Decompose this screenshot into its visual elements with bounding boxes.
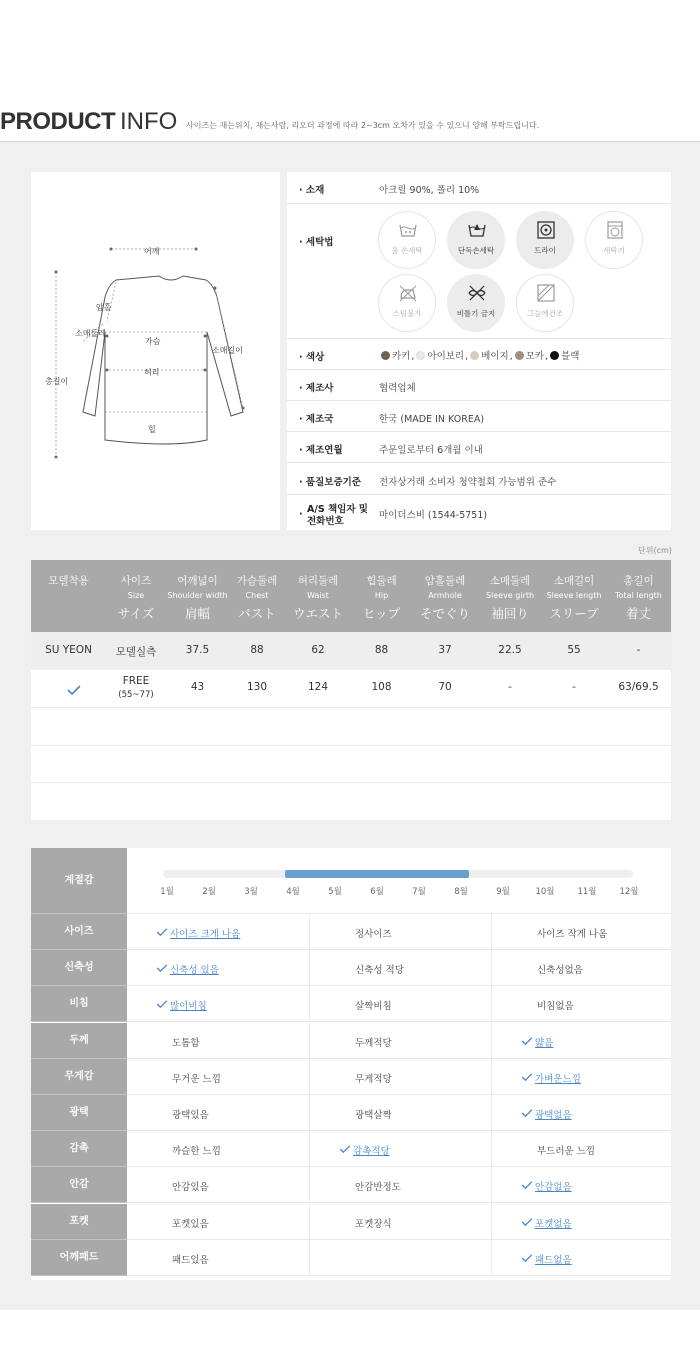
size-free-range: (55~77) bbox=[118, 690, 154, 700]
col-label-jp: ヒップ bbox=[362, 606, 401, 621]
no-steam-icon bbox=[398, 284, 418, 302]
month-label: 1월 bbox=[160, 887, 174, 897]
info-key: · 색상 bbox=[299, 352, 325, 363]
size-cell: - bbox=[636, 644, 641, 656]
column-divider bbox=[309, 986, 310, 1021]
size-cell: 63/69.5 bbox=[618, 681, 659, 693]
feel-option bbox=[521, 1071, 581, 1085]
feel-option-label: 광택없음 bbox=[535, 1110, 572, 1121]
feel-option bbox=[156, 998, 207, 1012]
info-row-quality bbox=[287, 463, 671, 495]
col-label-ko: 암홀둘레 bbox=[424, 575, 466, 587]
label-waist: 허리 bbox=[144, 368, 160, 377]
column-divider bbox=[491, 1167, 492, 1202]
size-col-header bbox=[166, 560, 229, 632]
feel-option-label: 광택있음 bbox=[172, 1110, 209, 1121]
size-row-empty bbox=[31, 746, 671, 783]
feel-option-label: 패드있음 bbox=[172, 1254, 209, 1266]
feel-option bbox=[156, 926, 240, 940]
size-col-header bbox=[542, 560, 606, 632]
month-label: 12월 bbox=[619, 887, 639, 897]
feel-label: 비침 bbox=[31, 986, 127, 1022]
feel-option-label: 신축성 있음 bbox=[170, 965, 219, 977]
info-key: · 품질보증기준 bbox=[299, 477, 361, 488]
check-icon bbox=[521, 1037, 533, 1045]
season-label: 계절감 bbox=[31, 848, 127, 914]
size-row-free bbox=[31, 670, 671, 708]
check-icon bbox=[521, 1254, 533, 1262]
size-cell: 88 bbox=[374, 644, 389, 656]
wash-shade-dry bbox=[516, 274, 574, 332]
feel-option bbox=[355, 1035, 392, 1049]
separate-hand-wash-icon bbox=[467, 221, 487, 239]
label-sleeve-girth: 소매둘레 bbox=[75, 329, 106, 338]
shade-dry-icon bbox=[536, 284, 556, 302]
product-info-header bbox=[0, 108, 700, 138]
wash-label: 단독손세탁 bbox=[457, 246, 495, 255]
feel-option bbox=[355, 926, 392, 940]
info-value: 주문일로부터 6개월 이내 bbox=[379, 445, 483, 456]
wash-label: 드라이 bbox=[534, 246, 556, 255]
feel-label: 어깨패드 bbox=[31, 1240, 127, 1276]
color-swatch bbox=[416, 351, 425, 360]
color-separator: , bbox=[465, 351, 469, 362]
wash-separate-hand bbox=[447, 211, 505, 269]
info-row-material bbox=[287, 172, 671, 204]
label-sleeve-length: 소매길이 bbox=[212, 346, 243, 355]
feel-row bbox=[127, 914, 671, 950]
info-key: · 제조사 bbox=[299, 383, 334, 394]
check-icon bbox=[521, 1109, 533, 1117]
feel-option-label: 패드없음 bbox=[535, 1254, 572, 1266]
col-label-ko: 허리둘레 bbox=[297, 575, 339, 587]
info-key: · 제조연월 bbox=[299, 445, 343, 456]
feel-option-label: 안감있음 bbox=[172, 1182, 209, 1194]
feel-row bbox=[127, 1023, 671, 1059]
col-label-ko: 총길이 bbox=[623, 575, 654, 587]
info-row-maker bbox=[287, 370, 671, 401]
feel-option-label: 안감반정도 bbox=[355, 1182, 401, 1194]
column-divider bbox=[491, 950, 492, 985]
feel-option bbox=[355, 998, 392, 1012]
feel-label: 두께 bbox=[31, 1023, 127, 1059]
col-label-en: Armhole bbox=[428, 591, 462, 600]
info-value: 한국 (MADE IN KOREA) bbox=[379, 414, 485, 425]
col-label-en: Chest bbox=[245, 591, 269, 600]
col-label-jp: サイズ bbox=[117, 606, 155, 621]
wash-machine bbox=[585, 211, 643, 269]
wash-hand-wash bbox=[378, 211, 436, 269]
info-value: 전자상거래 소비자 청약철회 가능범위 준수 bbox=[379, 477, 557, 488]
feel-option-label: 살짝비침 bbox=[355, 1001, 392, 1013]
no-wring-icon bbox=[467, 284, 487, 302]
feel-label: 광택 bbox=[31, 1095, 127, 1131]
col-label-en: Size bbox=[127, 591, 145, 600]
dry-clean-icon bbox=[536, 221, 556, 239]
wash-label: 세탁기 bbox=[603, 246, 625, 255]
size-cell: 108 bbox=[371, 681, 392, 693]
column-divider bbox=[309, 1059, 310, 1094]
label-shoulder: 어깨 bbox=[144, 247, 160, 256]
feel-option bbox=[537, 926, 607, 940]
color-separator: , bbox=[509, 351, 513, 362]
feel-option bbox=[172, 1252, 209, 1266]
feel-option bbox=[172, 1107, 209, 1121]
feel-option-label: 두께적당 bbox=[355, 1037, 392, 1049]
feel-row bbox=[127, 1240, 671, 1276]
month-label: 11월 bbox=[577, 887, 597, 897]
color-swatch bbox=[515, 351, 524, 360]
col-label-ko: 모델착용 bbox=[48, 575, 89, 587]
size-cell: 130 bbox=[246, 681, 268, 693]
unit-label: 단위(cm) bbox=[638, 546, 672, 555]
feel-option-label: 포켓있음 bbox=[172, 1218, 209, 1230]
size-cell: - bbox=[572, 681, 576, 693]
feel-option-label: 포켓없음 bbox=[535, 1218, 572, 1230]
feel-option-label: 얇음 bbox=[535, 1037, 554, 1049]
color-swatch bbox=[381, 351, 390, 360]
check-icon bbox=[67, 685, 81, 695]
check-icon bbox=[521, 1073, 533, 1081]
column-divider bbox=[491, 1131, 492, 1166]
month-label: 3월 bbox=[244, 887, 258, 897]
color-swatch bbox=[550, 351, 559, 360]
feel-label: 사이즈 bbox=[31, 914, 127, 950]
washing-machine-icon bbox=[605, 221, 625, 239]
column-divider bbox=[309, 1023, 310, 1058]
column-divider bbox=[309, 1167, 310, 1202]
col-label-jp: ウエスト bbox=[292, 606, 343, 621]
feel-option bbox=[172, 1035, 200, 1049]
color-name: 아이보리 bbox=[427, 351, 465, 362]
month-label: 2월 bbox=[202, 887, 216, 897]
feel-option bbox=[521, 1179, 572, 1193]
feel-option-label: 까슬한 느낌 bbox=[172, 1146, 221, 1158]
info-key: · 세탁법 bbox=[299, 237, 334, 248]
fabric-feel-table bbox=[31, 848, 671, 1280]
feel-option bbox=[172, 1216, 209, 1230]
column-divider bbox=[491, 914, 492, 949]
feel-option-label: 무게적당 bbox=[355, 1073, 392, 1085]
size-cell: 70 bbox=[438, 681, 452, 693]
feel-option bbox=[156, 962, 219, 976]
color-name: 모카 bbox=[525, 351, 545, 362]
feel-option-label: 안감없음 bbox=[535, 1182, 572, 1194]
feel-option-label: 정사이즈 bbox=[355, 929, 392, 940]
info-key: · 제조국 bbox=[299, 414, 334, 425]
column-divider bbox=[309, 1240, 310, 1275]
check-icon bbox=[156, 1000, 168, 1008]
wash-label: 스팀불가 bbox=[392, 309, 422, 318]
size-cell: - bbox=[508, 681, 512, 693]
feel-option bbox=[355, 1107, 392, 1121]
info-row-country bbox=[287, 401, 671, 432]
size-col-header bbox=[106, 560, 166, 632]
col-label-ko: 어깨넓이 bbox=[177, 575, 218, 587]
column-divider bbox=[309, 1131, 310, 1166]
month-label: 4월 bbox=[286, 887, 300, 897]
check-icon bbox=[339, 1145, 351, 1153]
col-label-en: Hip bbox=[374, 591, 389, 600]
feel-label: 안감 bbox=[31, 1167, 127, 1203]
size-col-header bbox=[412, 560, 478, 632]
feel-row bbox=[127, 1204, 671, 1240]
feel-option bbox=[172, 1179, 209, 1193]
feel-option bbox=[355, 1071, 392, 1085]
wash-no-wring bbox=[447, 274, 505, 332]
feel-label: 포켓 bbox=[31, 1204, 127, 1240]
check-icon bbox=[521, 1181, 533, 1189]
column-divider bbox=[491, 1059, 492, 1094]
column-divider bbox=[309, 1095, 310, 1130]
column-divider bbox=[491, 1240, 492, 1275]
col-label-jp: 肩幅 bbox=[184, 606, 210, 621]
color-swatch bbox=[470, 351, 479, 360]
column-divider bbox=[491, 986, 492, 1021]
month-label: 6월 bbox=[370, 887, 384, 897]
col-label-jp: 着丈 bbox=[625, 606, 651, 621]
col-label-jp: そでぐり bbox=[419, 606, 470, 621]
feel-row bbox=[127, 986, 671, 1022]
wash-label: 그늘에건조 bbox=[526, 309, 564, 318]
column-divider bbox=[309, 1204, 310, 1239]
info-row-wash bbox=[287, 204, 671, 339]
size-col-header bbox=[606, 560, 671, 632]
season-bar bbox=[285, 870, 469, 878]
info-value: 아크릴 90%, 폴리 10% bbox=[379, 185, 480, 196]
color-separator: , bbox=[545, 351, 549, 362]
feel-label: 무게감 bbox=[31, 1059, 127, 1095]
feel-option bbox=[339, 1143, 390, 1157]
label-hip: 힙 bbox=[148, 425, 156, 434]
feel-option bbox=[355, 1216, 392, 1230]
col-label-jp: スリーブ bbox=[549, 606, 599, 621]
size-cell: 모델실측 bbox=[115, 646, 157, 658]
month-label: 5월 bbox=[328, 887, 342, 897]
feel-option bbox=[521, 1216, 572, 1230]
feel-option-label: 신축성없음 bbox=[537, 965, 583, 977]
size-row-model bbox=[31, 632, 671, 670]
size-cell: SU YEON bbox=[45, 644, 92, 656]
column-divider bbox=[491, 1023, 492, 1058]
month-label: 7월 bbox=[412, 887, 426, 897]
feel-option-label: 많이비침 bbox=[170, 1001, 207, 1013]
size-col-header bbox=[351, 560, 412, 632]
col-label-en: Shoulder width bbox=[167, 591, 228, 600]
label-chest: 가슴 bbox=[145, 337, 161, 346]
color-list bbox=[381, 348, 582, 362]
feel-option-label: 포켓장식 bbox=[355, 1218, 392, 1230]
size-cell: 22.5 bbox=[498, 644, 522, 656]
column-divider bbox=[491, 1095, 492, 1130]
label-total-length: 총길이 bbox=[45, 377, 69, 386]
feel-option-label: 신축성 적당 bbox=[355, 965, 404, 977]
feel-row bbox=[127, 1059, 671, 1095]
size-table-header bbox=[31, 560, 671, 632]
size-cell: 62 bbox=[311, 644, 325, 656]
color-name: 블랙 bbox=[561, 351, 580, 362]
check-icon bbox=[156, 964, 168, 972]
info-value: 협력업체 bbox=[379, 383, 416, 394]
check-icon bbox=[521, 1218, 533, 1226]
wash-dry-clean bbox=[516, 211, 574, 269]
col-label-ko: 가슴둘레 bbox=[236, 575, 278, 587]
col-label-ko: 소매둘레 bbox=[489, 575, 531, 587]
feel-option bbox=[355, 962, 404, 976]
feel-option bbox=[537, 1143, 595, 1157]
feel-row bbox=[127, 1167, 671, 1203]
header-note: 사이즈는 재는위치, 재는사람, 리오더 과정에 따라 2~3cm 오차가 있을 수 있으니 양해 부탁드립니다. bbox=[186, 121, 540, 130]
feel-option-label: 광택살짝 bbox=[355, 1110, 392, 1121]
col-label-ko: 사이즈 bbox=[120, 575, 152, 587]
col-label-ko: 소매길이 bbox=[553, 575, 595, 587]
label-armhole: 암홀 bbox=[96, 303, 112, 312]
feel-option bbox=[521, 1252, 572, 1266]
size-col-header bbox=[229, 560, 285, 632]
col-label-en: Waist bbox=[307, 591, 329, 600]
month-label: 9월 bbox=[496, 887, 510, 897]
col-label-en: Sleeve length bbox=[546, 591, 602, 600]
feel-row bbox=[127, 950, 671, 986]
wash-no-steam bbox=[378, 274, 436, 332]
feel-option bbox=[355, 1179, 401, 1193]
feel-option bbox=[537, 998, 574, 1012]
info-key: A/S 책임자 및 bbox=[307, 504, 368, 515]
feel-option-label: 도톰함 bbox=[172, 1037, 200, 1049]
size-col-header bbox=[31, 560, 106, 632]
info-key: · 소재 bbox=[299, 185, 325, 196]
feel-option-label: 감촉적당 bbox=[353, 1146, 390, 1158]
size-col-header bbox=[285, 560, 351, 632]
size-col-header bbox=[478, 560, 542, 632]
size-cell: 88 bbox=[250, 644, 264, 656]
color-name: 카키 bbox=[392, 351, 411, 362]
title-bold: PRODUCT bbox=[0, 108, 116, 135]
feel-row bbox=[127, 1095, 671, 1131]
info-row-color bbox=[287, 339, 671, 370]
month-label: 8월 bbox=[454, 887, 468, 897]
size-table bbox=[31, 560, 671, 820]
col-label-ko: 힙둘레 bbox=[366, 575, 397, 587]
info-key: 전화번호 bbox=[307, 516, 344, 527]
col-label-en: Total length bbox=[615, 591, 662, 600]
color-name: 베이지 bbox=[481, 351, 509, 362]
month-label: 10월 bbox=[535, 887, 555, 897]
feel-option bbox=[172, 1071, 221, 1085]
feel-option-label: 가벼운느낌 bbox=[535, 1073, 581, 1085]
size-cell: 37 bbox=[438, 644, 452, 656]
feel-option bbox=[172, 1143, 221, 1157]
col-label-jp: 袖回り bbox=[491, 606, 529, 621]
column-divider bbox=[491, 1204, 492, 1239]
product-info-table bbox=[287, 172, 671, 530]
feel-option bbox=[537, 962, 583, 976]
size-free: FREE bbox=[122, 675, 150, 687]
size-cell: 37.5 bbox=[185, 644, 210, 656]
feel-label: 신축성 bbox=[31, 950, 127, 986]
col-label-jp: バスト bbox=[238, 606, 276, 621]
season-row bbox=[127, 848, 671, 914]
info-row-date bbox=[287, 432, 671, 463]
info-bullet: · bbox=[299, 509, 303, 520]
size-cell: 124 bbox=[307, 681, 329, 693]
feel-option bbox=[521, 1035, 553, 1049]
title-light: INFO bbox=[120, 108, 178, 135]
column-divider bbox=[309, 914, 310, 949]
feel-row bbox=[127, 1131, 671, 1167]
col-label-en: Sleeve girth bbox=[485, 591, 535, 600]
wash-label: 비틀기 금지 bbox=[456, 309, 496, 318]
feel-option bbox=[521, 1107, 572, 1121]
feel-option-label: 비침없음 bbox=[537, 1001, 574, 1013]
feel-option-label: 사이즈 작게 나옴 bbox=[537, 929, 608, 940]
wash-label: 울 손세탁 bbox=[391, 246, 423, 255]
garment-diagram bbox=[31, 172, 280, 530]
color-separator: , bbox=[411, 351, 415, 362]
check-icon bbox=[156, 928, 168, 936]
feel-label: 감촉 bbox=[31, 1131, 127, 1167]
size-cell: 55 bbox=[567, 644, 581, 656]
info-value: 마이더스비 (1544-5751) bbox=[379, 510, 488, 521]
feel-option-label: 무거운 느낌 bbox=[172, 1073, 221, 1085]
feel-option-label: 부드러운 느낌 bbox=[537, 1146, 596, 1158]
info-row-as bbox=[287, 495, 671, 530]
column-divider bbox=[309, 950, 310, 985]
feel-option-label: 사이즈 크게 나옴 bbox=[170, 929, 241, 940]
hand-wash-icon bbox=[398, 221, 418, 239]
size-row-empty bbox=[31, 708, 671, 746]
size-cell: 43 bbox=[190, 681, 205, 693]
